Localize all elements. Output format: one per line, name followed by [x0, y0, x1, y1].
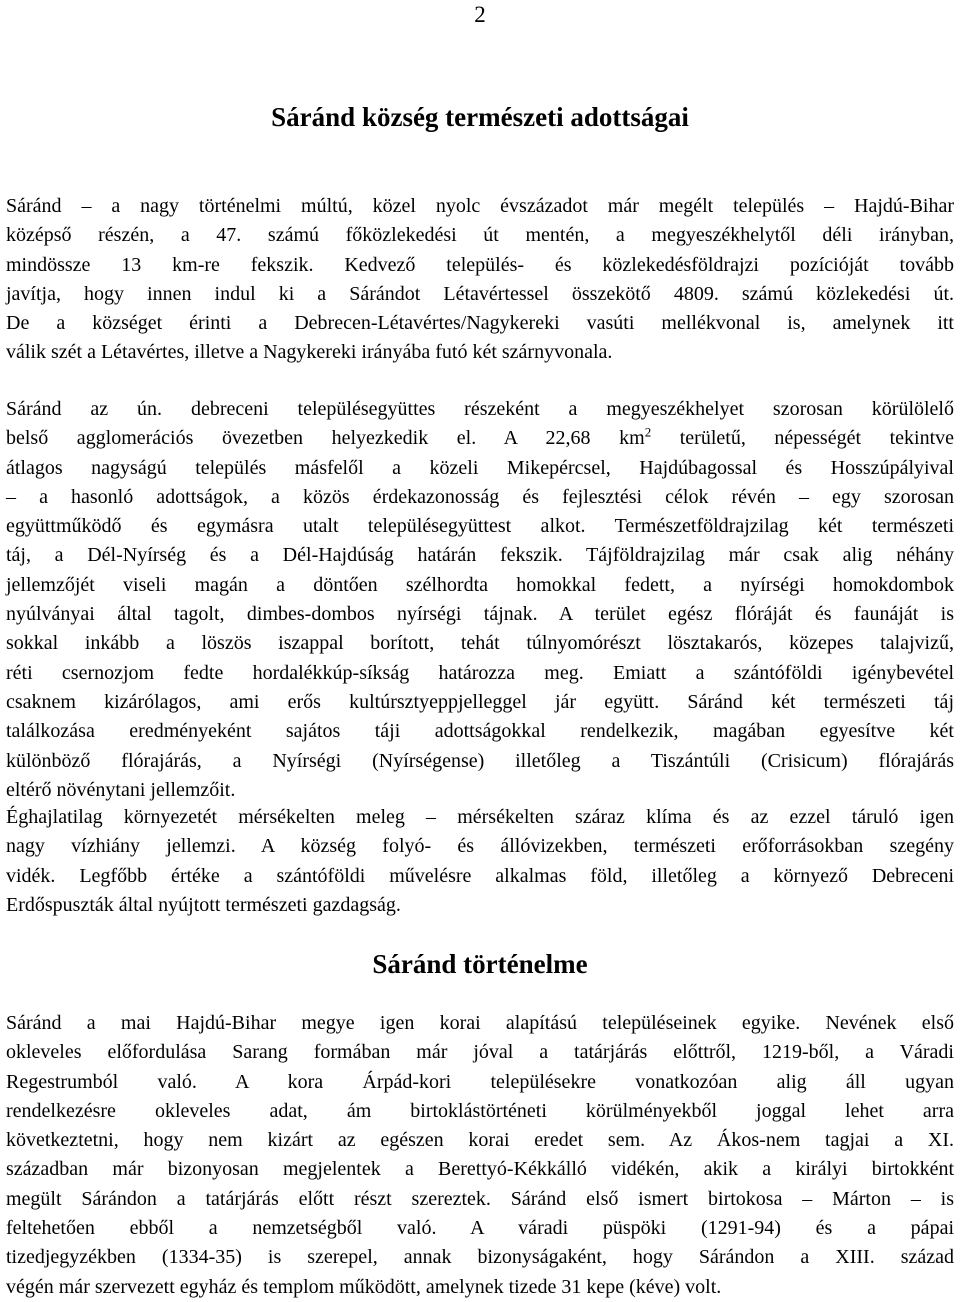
text-line: találkozása eredményeként sajátos táji adottságokkal rendelkezik, magában egyesítve két: [6, 720, 954, 743]
text-line: Éghajlatilag környezetét mérsékelten meleg – mérsékelten száraz klíma és az ezzel táruló igen: [6, 806, 954, 828]
text-line: nagy vízhiány jellemzi. A község folyó- és állóvizekben, természeti erőforrásokban szegény: [6, 835, 954, 858]
text-line: tizedjegyzékben (1334-35) is szerepel, annak bizonyságaként, hogy Sárándon a XIII. század: [6, 1246, 954, 1269]
text-line: Erdőspuszták által nyújtott természeti gazdagság.: [6, 893, 401, 916]
text-line: következtetni, hogy nem kizárt az egészen korai eredet sem. Az Ákos-nem tagjai a XI.: [6, 1129, 954, 1152]
page-number: 2: [474, 2, 486, 27]
text-line: jellemzőjét viseli magán a döntően szélhordta homokkal fedett, a nyírségi homokdombok: [6, 573, 954, 596]
text-line: mindössze 13 km-re fekszik. Kedvező település- és közlekedésföldrajzi pozícióját tovább: [6, 253, 954, 276]
text-line: javítja, hogy innen indul ki a Sárándot Létavértessel összekötő 4809. számú közlekedési út.: [6, 282, 954, 305]
text-line: együttműködő és egymásra utalt településegyüttest alkot. Természetföldrajzilag két természeti: [6, 515, 954, 538]
text-line: réti csernozjom fedte hordalékkúp-síkság határozza meg. Emiatt a szántóföldi igénybevétel: [6, 661, 954, 684]
text-line: – a hasonló adottságok, a közös érdekazonosság és fejlesztési célok révén – egy szorosan: [6, 485, 954, 508]
section-title-nature: Sáránd község természeti adottságai: [271, 102, 689, 132]
text-line: átlagos nagyságú település másfelől a közeli Mikepércsel, Hajdúbagossal és Hosszúpályival: [6, 456, 954, 479]
text-fragment: területű, népességét tekintve: [651, 427, 955, 450]
text-line: vidék. Legfőbb értéke a szántóföldi művelésre alkalmas föld, illetőleg a környező Debreceni: [6, 864, 954, 887]
text-line-with-superscript: [6, 424, 954, 453]
paragraph-history: [6, 1009, 954, 1302]
text-line: Regestrumból való. A kora Árpád-kori településekre vonatkozóan alig áll ugyan: [6, 1070, 954, 1093]
text-line: végén már szervezett egyház és templom működött, amelynek tizede 31 kepe (kéve) volt.: [6, 1275, 722, 1298]
text-line: nyúlványai által tagolt, dimbes-dombos nyírségi tájnak. A terület egész flóráját és faunáját is: [6, 603, 954, 626]
paragraph-geography: [6, 395, 954, 805]
section-title-history: Sáránd történelme: [372, 949, 588, 979]
text-line: megült Sárándon a tatárjárás előtt részt szereztek. Sáránd első ismert birtokosa – Márton – is: [6, 1187, 954, 1210]
text-line: okleveles előfordulása Sarang formában már jóval a tatárjárás előttről, 1219-ből, a Váradi: [6, 1041, 954, 1064]
text-line: Sáránd a mai Hajdú-Bihar megye igen korai alapítású településeinek egyike. Nevének első: [6, 1012, 954, 1034]
superscript: 2: [644, 424, 652, 440]
text-line: középső részén, a 47. számú főközlekedési út mentén, a megyeszékhelytől déli irányban,: [6, 224, 954, 247]
text-line: eltérő növénytani jellemzőit.: [6, 778, 236, 801]
text-line: sokkal inkább a löszös iszappal borított, tehát túlnyomórészt lösztakarós, közepes talajvizű,: [6, 632, 954, 655]
text-line: válik szét a Létavértes, illetve a Nagykereki irányába futó két szárnyvonala.: [6, 341, 613, 364]
text-line: feltehetően ebből a nemzetségből való. A váradi püspöki (1291-94) és a pápai: [6, 1217, 954, 1240]
text-line: csaknem kizárólagos, ami erős kultúrsztyeppjelleggel jár együtt. Sáránd két természeti táj: [6, 690, 954, 713]
text-line: De a községet érinti a Debrecen-Létavértes/Nagykereki vasúti mellékvonal is, amelynek itt: [6, 312, 954, 335]
text-line: Sáránd – a nagy történelmi múltú, közel nyolc évszázadot már megélt település – Hajdú-Bihar: [6, 195, 954, 217]
text-line: különböző flórajárás, a Nyírségi (Nyírségense) illetőleg a Tiszántúli (Crisicum) flórajárás: [6, 749, 954, 772]
paragraph-location: [6, 192, 954, 368]
paragraph-climate: [6, 803, 954, 920]
text-line: táj, a Dél-Nyírség és a Dél-Hajdúság határán fekszik. Tájföldrajzilag már csak alig néhány: [6, 544, 954, 567]
text-line: Sáránd az ún. debreceni településegyüttes részeként a megyeszékhelyet szorosan körülölelő: [6, 398, 954, 420]
text-line: században már bizonyosan megjelentek a Berettyó-Kékkálló vidékén, akik a királyi birtokként: [6, 1158, 954, 1181]
text-fragment: belső agglomerációs övezetben helyezkedik el. A 22,68 km: [6, 427, 645, 450]
text-line: rendelkezésre okleveles adat, ám birtoklástörténeti körülményekből joggal lehet arra: [6, 1099, 954, 1122]
